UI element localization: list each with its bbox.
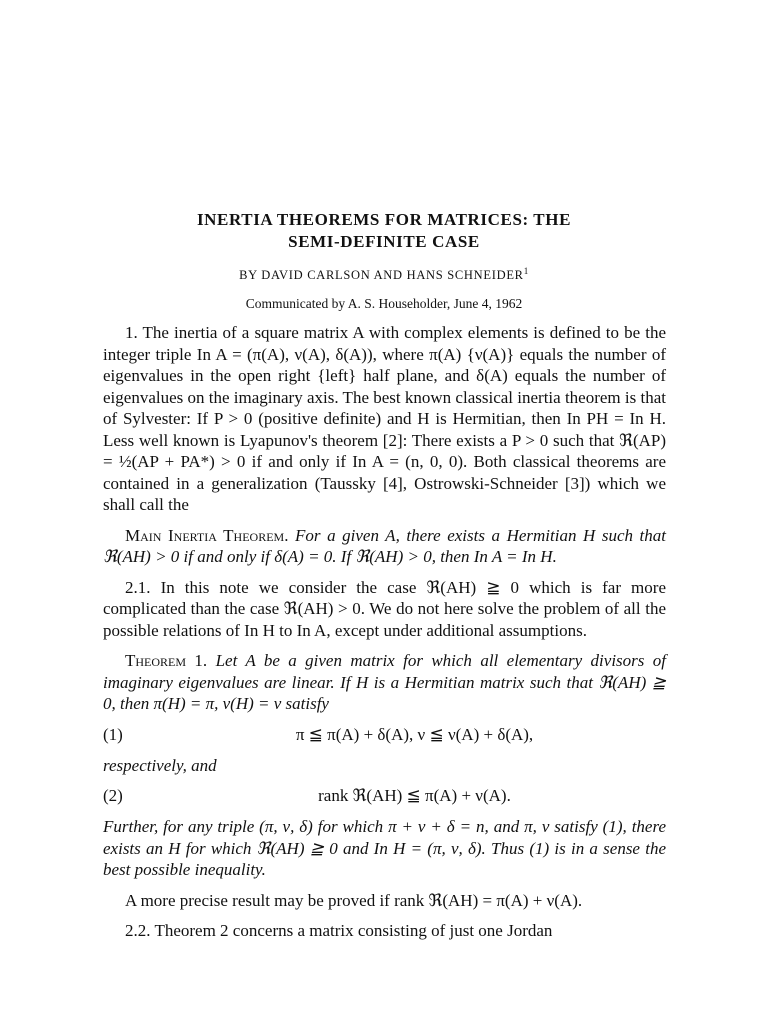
- author-byline: [100, 266, 668, 283]
- paragraph-2-2: 2.2. Theorem 2 concerns a matrix consisting of just one Jordan: [125, 921, 553, 940]
- footnote-marker: 1: [523, 266, 529, 276]
- equation-1: [103, 719, 666, 751]
- article-body: [103, 322, 666, 951]
- equation-2-number: (2): [103, 786, 123, 806]
- paper-title: [100, 209, 668, 253]
- equation-2-expression: rank ℜ(AH) ≦ π(A) + ν(A).: [318, 786, 511, 806]
- theorem-1-label: Theorem 1.: [125, 651, 208, 670]
- further-text: Further, for any triple (π, ν, δ) for which π + ν + δ = n, and π, ν satisfy (1), there exists an H for which ℜ(AH) ≧ 0 and In H = (π, ν, δ). Thus (1) is in a sense the best possible inequality.: [103, 817, 666, 879]
- theorem-1: [103, 650, 666, 715]
- communicated-line: Communicated by A. S. Householder, June 4, 1962: [245, 296, 523, 311]
- theorem-1-text: Let A be a given matrix for which all elementary divisors of imaginary eigenvalues are linear. If H is a Hermitian matrix such that ℜ(AH) ≧ 0, then π(H) = π, ν(H) = ν satisfy: [103, 651, 666, 713]
- precise-result: A more precise result may be proved if rank ℜ(AH) = π(A) + ν(A).: [125, 890, 583, 910]
- main-inertia-theorem: [103, 525, 666, 568]
- equation-1-expression: π ≦ π(A) + δ(A), ν ≦ ν(A) + δ(A),: [295, 724, 534, 744]
- paragraph-2-1: 2.1. In this note we consider the case ℜ(AH) ≧ 0 which is far more complicated than the case ℜ(AH) > 0. We do not here solve the problem of all the possible relations of In H to In A, except under additional assumptions.: [103, 577, 666, 640]
- authors: BY DAVID CARLSON AND HANS SCHNEIDER: [239, 268, 524, 283]
- main-theorem-label: Main Inertia Theorem.: [125, 525, 289, 545]
- title-line-2: SEMI-DEFINITE CASE: [288, 232, 480, 251]
- respectively-text: respectively, and: [103, 755, 217, 775]
- title-line-1: INERTIA THEOREMS FOR MATRICES: THE: [196, 210, 572, 229]
- equation-1-number: (1): [103, 724, 123, 744]
- paragraph-1: 1. The inertia of a square matrix A with complex elements is defined to be the integer triple In A = (π(A), ν(A), δ(A)), where π(A) {ν(A)} equals the number of eigenvalues in the open right {left} half plane, and δ(A) equals the number of eigenvalues on the imaginary axis. The best known classical inertia theorem is that of Sylvester: If P > 0 (positive definite) and H is Hermitian, then In PH = In H. Less well known is Lyapunov's theorem [2]: There exists a P > 0 such that ℜ(AP) = ½(AP + PA*) > 0 if and only if In A = (n, 0, 0). Both classical theorems are contained in a generalization (Taussky [4], Ostrowski-Schneider [3]) which we shall call the: [103, 323, 666, 514]
- main-theorem-text: For a given A, there exists a Hermitian H such that ℜ(AH) > 0 if and only if δ(A) = 0. If ℜ(AH) > 0, then In A = In H.: [103, 525, 667, 566]
- equation-2: [103, 780, 666, 812]
